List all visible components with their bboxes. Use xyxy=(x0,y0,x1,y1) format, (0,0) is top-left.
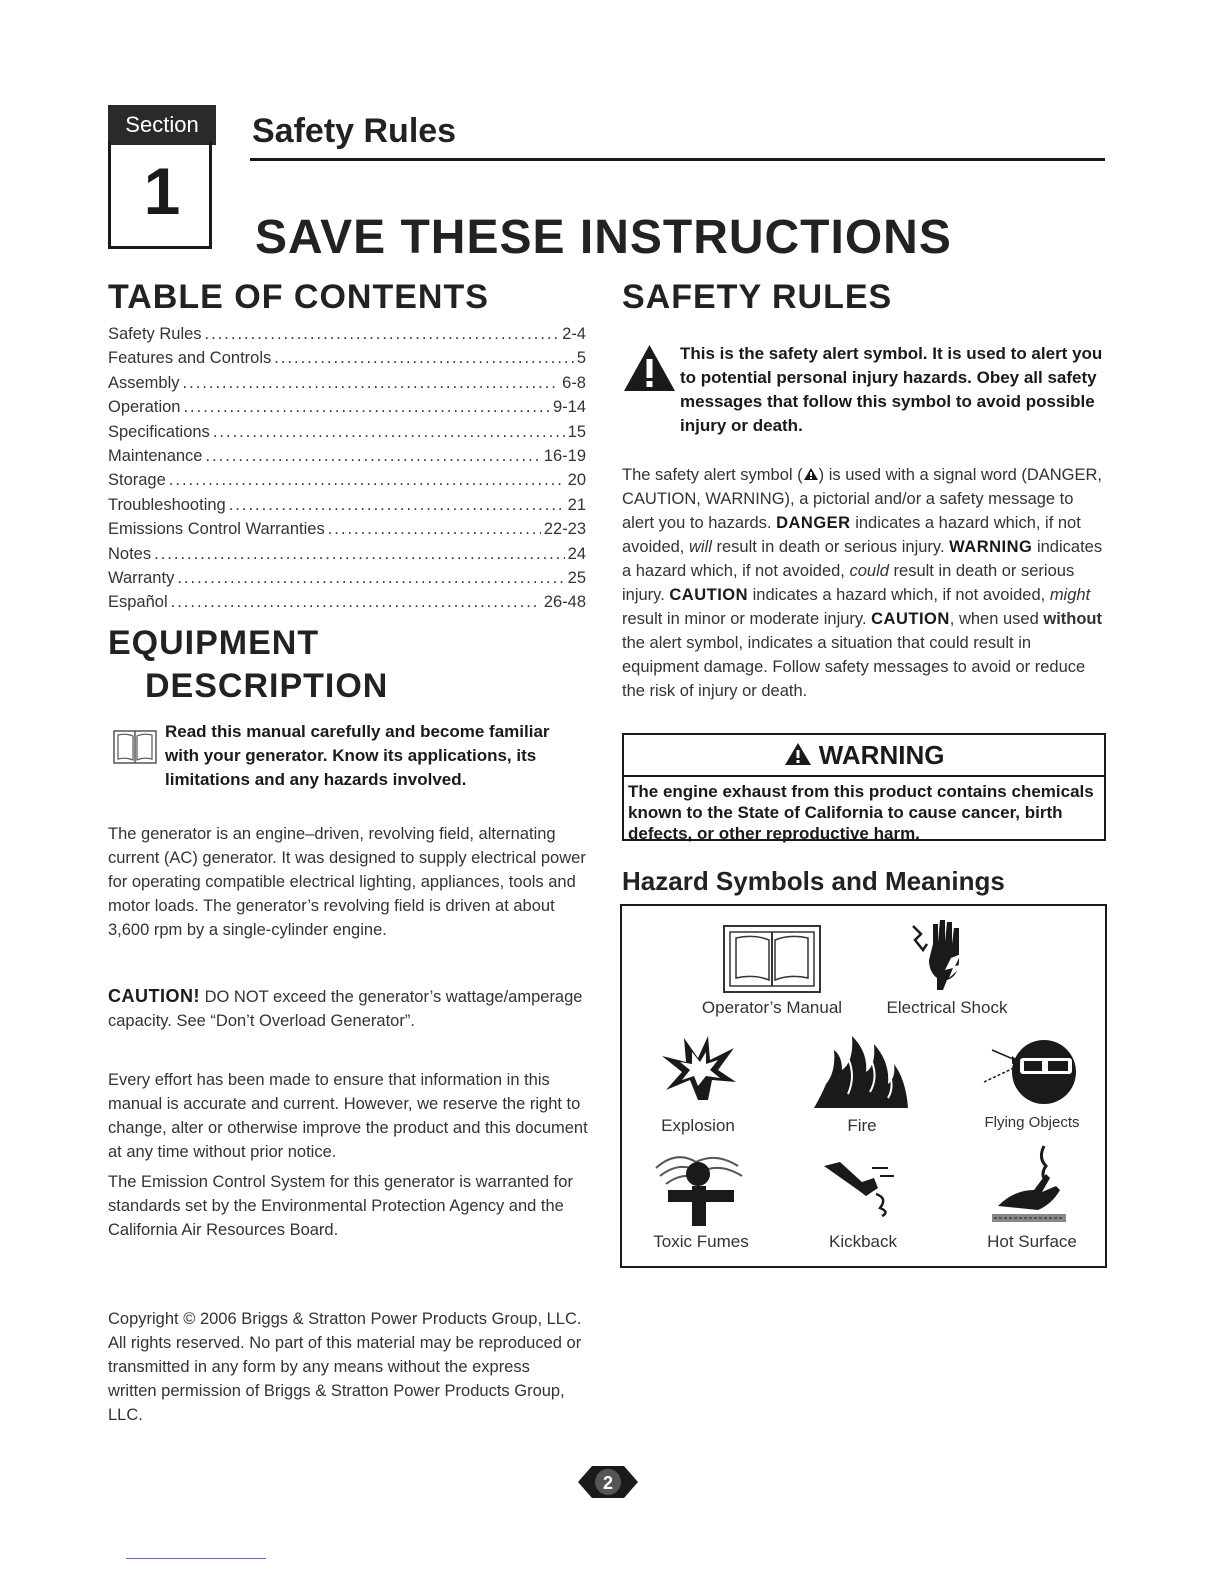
caution-text: DO NOT exceed the generator’s wattage/amperage capacity. See “Don’t Overload Generator”. xyxy=(108,988,583,1030)
electrical-shock-icon xyxy=(907,914,977,994)
signal-word-paragraph: The safety alert symbol ( ) is used with a signal word (DANGER, CAUTION, WARNING), a pictorial and/or a safety message to alert you to hazards. DANGER indicates a hazard which, if not avoided, will result in death or serious injury. WARNING indicates a hazard which, if not avoided, could result in death or serious injury. CAUTION indicates a hazard which, if not avoided, might result in minor or moderate injury. CAUTION, when used without the alert symbol, indicates a situation that could result in equipment damage. Follow safety messages to avoid or reduce the risk of injury or death. xyxy=(622,466,1103,700)
hazard-symbols-box xyxy=(620,904,1107,1268)
operators-manual-icon xyxy=(722,924,822,994)
toc-item[interactable]: Troubleshooting ..... 21 xyxy=(108,493,586,517)
hazard-label: Flying Objects xyxy=(984,1114,1080,1131)
hazard-label: Kickback xyxy=(828,1232,898,1251)
header-title: Safety Rules xyxy=(252,112,457,150)
hot-surface-icon xyxy=(984,1144,1074,1228)
california-warning-box xyxy=(622,733,1106,841)
hazard-label: Electrical Shock xyxy=(886,998,1008,1017)
toc-item[interactable]: Features and Controls ..... 5 xyxy=(108,346,586,370)
section-badge xyxy=(108,105,216,250)
equipment-heading: EQUIPMENT xyxy=(108,624,320,662)
description-heading: DESCRIPTION xyxy=(145,667,389,705)
manual-book-icon xyxy=(112,727,158,767)
toc-heading: TABLE OF CONTENTS xyxy=(108,278,489,316)
hazard-heading: Hazard Symbols and Meanings xyxy=(622,866,1005,896)
warning-title: WARNING xyxy=(818,740,945,770)
header-rule xyxy=(250,158,1105,161)
explosion-icon xyxy=(658,1034,738,1104)
warning-header xyxy=(624,735,1104,777)
inline-alert-icon xyxy=(803,467,819,481)
caution-paragraph xyxy=(108,984,588,1033)
hazard-label: Toxic Fumes xyxy=(653,1232,749,1251)
toc-item[interactable]: Safety Rules ..... 2-4 xyxy=(108,322,586,346)
toxic-fumes-icon xyxy=(646,1148,756,1226)
toc-item[interactable]: Operation ..... 9-14 xyxy=(108,395,586,419)
toc-item[interactable]: Storage ..... 20 xyxy=(108,468,586,492)
page-number: 2 xyxy=(602,1473,614,1493)
hazard-label: Hot Surface xyxy=(987,1232,1077,1251)
generator-description: The generator is an engine–driven, revolving field, alternating current (AC) generator. It was designed to supply electrical power for operating compatible electrical lighting, appliances, tools and motor loads. The generator’s revolving field is driven at about 3,600 rpm by a single-cylinder engine. xyxy=(108,825,586,939)
warning-text: The engine exhaust from this product contains chemicals known to the State of California to cause cancer, birth defects, or other reproductive harm. xyxy=(628,782,1094,843)
hazard-label: Operator’s Manual xyxy=(701,998,843,1017)
safety-heading: SAFETY RULES xyxy=(622,278,893,316)
hazard-label: Fire xyxy=(847,1116,877,1135)
toc-item[interactable]: Specifications ..... 15 xyxy=(108,420,586,444)
toc-item[interactable]: Emissions Control Warranties ..... 22-23 xyxy=(108,517,586,541)
toc-item[interactable]: Español ..... 26-48 xyxy=(108,590,586,614)
accuracy-paragraph: Every effort has been made to ensure that information in this manual is accurate and current. However, we reserve the right to change, alter or otherwise improve the product and this document at any time without prior notice. xyxy=(108,1071,588,1161)
section-label: Section xyxy=(108,105,216,145)
main-title: SAVE THESE INSTRUCTIONS xyxy=(255,211,952,264)
toc-item[interactable]: Warranty ..... 25 xyxy=(108,566,586,590)
fire-icon xyxy=(812,1032,912,1110)
emission-paragraph: The Emission Control System for this generator is warranted for standards set by the Environmental Protection Agency and the California Air Resources Board. xyxy=(108,1173,573,1239)
toc-item[interactable]: Assembly ..... 6-8 xyxy=(108,371,586,395)
toc-item[interactable]: Notes ..... 24 xyxy=(108,542,586,566)
caution-label: CAUTION! xyxy=(108,986,200,1006)
section-number: 1 xyxy=(143,154,181,228)
read-manual-notice: Read this manual carefully and become familiar with your generator. Know its applications, its limitations and any hazards involved. xyxy=(165,722,550,789)
toc-item[interactable]: Maintenance ..... 16-19 xyxy=(108,444,586,468)
safety-alert-icon xyxy=(622,343,677,393)
table-of-contents xyxy=(108,322,586,615)
safety-alert-notice: This is the safety alert symbol. It is used to alert you to potential personal injury hazards. Obey all safety messages that follow this symbol to avoid possible injury or death. xyxy=(680,344,1103,435)
warning-alert-icon xyxy=(784,742,812,766)
kickback-icon xyxy=(818,1158,908,1218)
page-number-badge xyxy=(578,1462,638,1502)
hazard-label: Explosion xyxy=(661,1116,735,1135)
footer-line xyxy=(126,1558,266,1559)
copyright-notice: Copyright © 2006 Briggs & Stratton Power Products Group, LLC. All rights reserved. No part of this material may be reproduced or transmitted in any form by any means without the express written permission of Briggs & Stratton Power Products Group, LLC. xyxy=(108,1310,582,1424)
flying-objects-icon xyxy=(982,1036,1082,1106)
